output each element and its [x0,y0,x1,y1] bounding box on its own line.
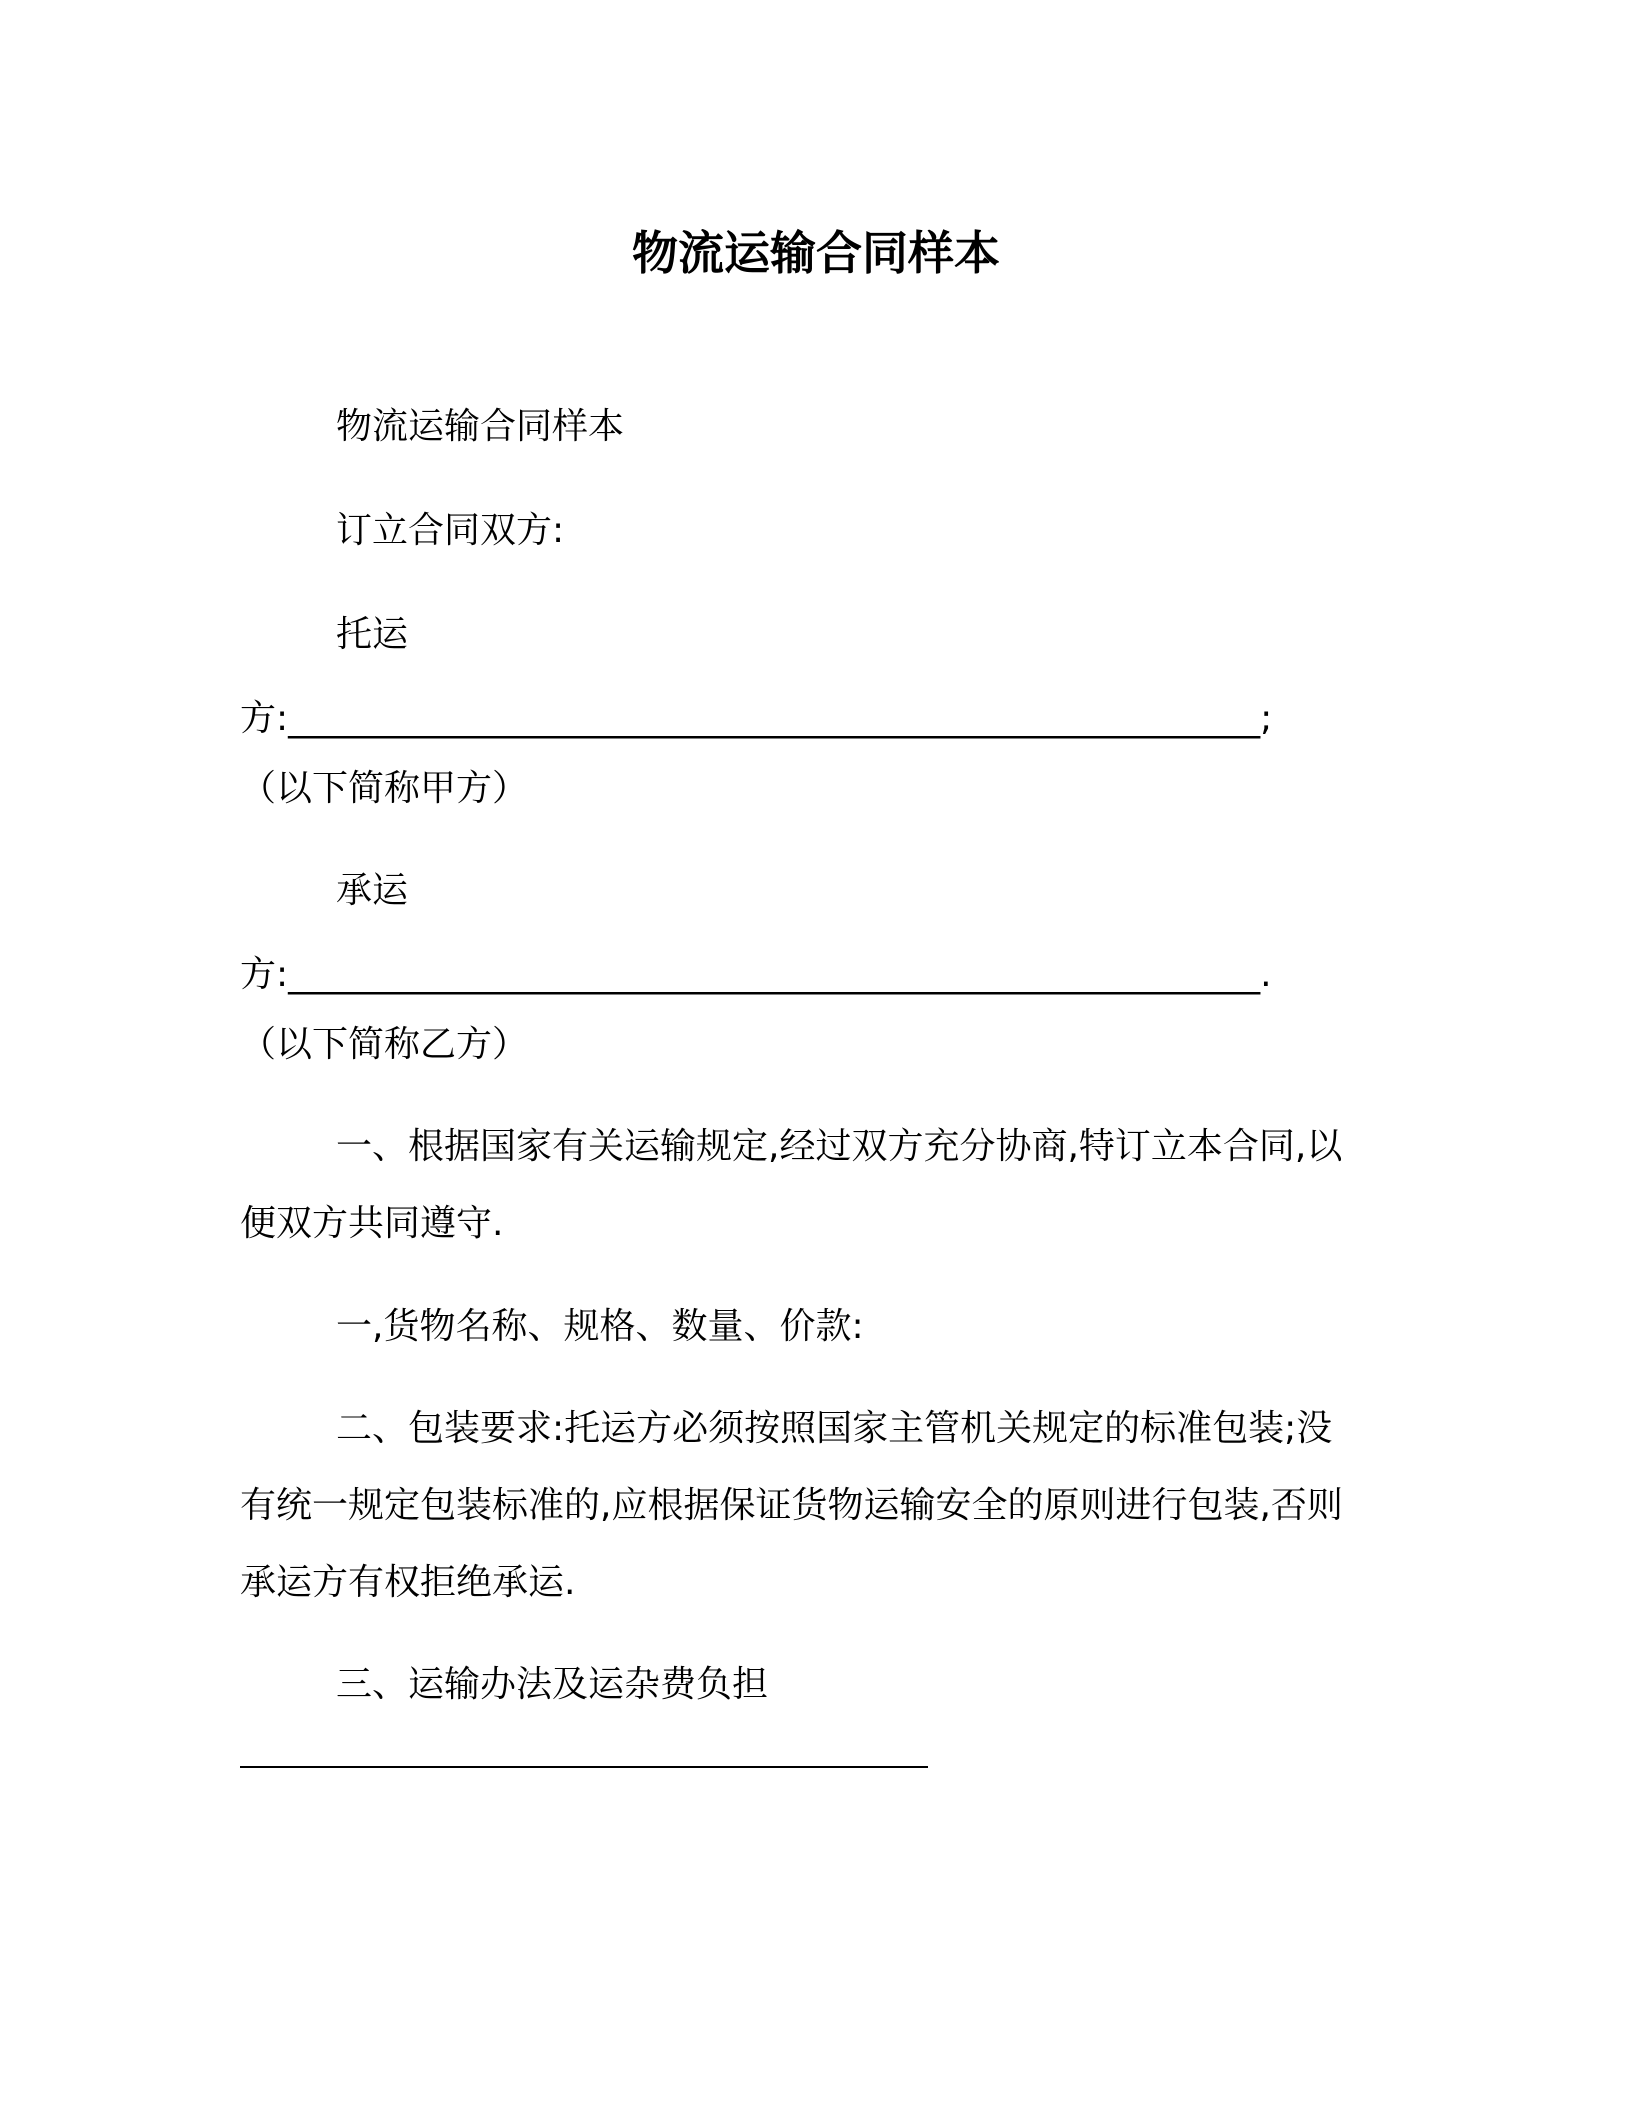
carrier-blank-field: 方:______________________________________________________. [240,954,1272,995]
subtitle-line: 物流运输合同样本 [336,406,625,447]
clause-transport-line: 三、运输办法及运杂费负担 [336,1664,769,1705]
blank-fill-line [240,1766,928,1768]
clause-packaging-line-1: 二、包装要求:托运方必须按照国家主管机关规定的标准包装;没 [336,1408,1333,1449]
shipper-blank-field: 方:______________________________________________________; [240,698,1273,739]
shipper-note-line: （以下简称甲方） [240,768,529,809]
clause-intro-line-2: 便双方共同遵守. [240,1203,504,1244]
document-title: 物流运输合同样本 [632,226,1000,280]
clause-intro-line-1: 一、根据国家有关运输规定,经过双方充分协商,特订立本合同,以 [336,1126,1343,1167]
carrier-note-line: （以下简称乙方） [240,1024,529,1065]
parties-intro-line: 订立合同双方: [336,510,565,551]
clause-goods-line: 一,货物名称、规格、数量、价款: [336,1306,864,1347]
clause-packaging-line-2: 有统一规定包装标准的,应根据保证货物运输安全的原则进行包装,否则 [240,1485,1343,1526]
clause-packaging-line-3: 承运方有权拒绝承运. [240,1562,576,1603]
carrier-label-line: 承运 [336,870,409,911]
shipper-label-line: 托运 [336,614,409,655]
